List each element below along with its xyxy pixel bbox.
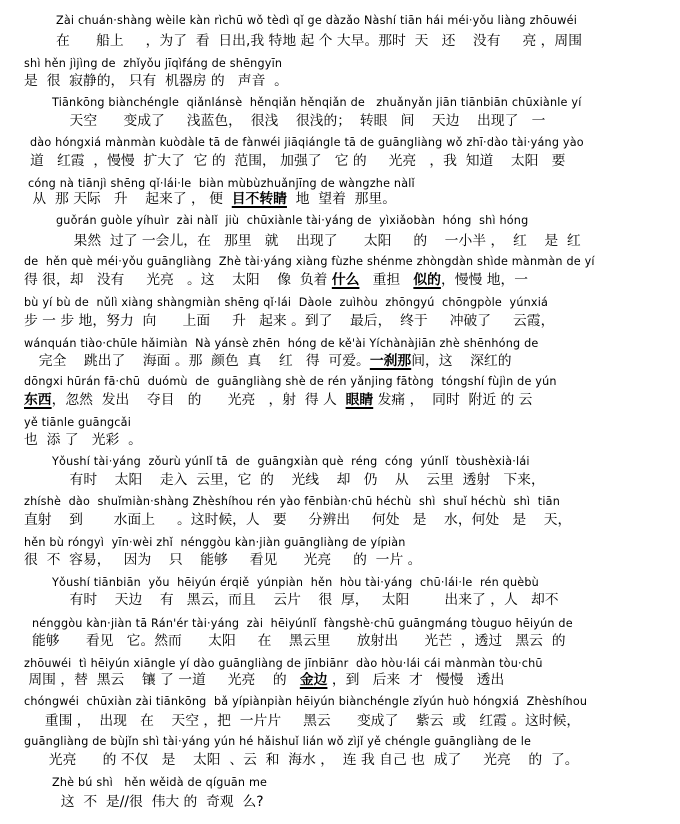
hanzi-line: [56, 32, 582, 50]
pinyin-line: hěn bù róngyì yīn·wèi zhǐ nénggòu kàn·jiàn guāngliàng de yípiàn: [24, 536, 406, 549]
hanzi-text: ，慢慢 地，一: [440, 272, 529, 288]
underlined-word: 东西: [24, 392, 52, 408]
hanzi-text: 重围 ， 出现 在 天空 ，把 一片片 黑云 变成了 紫云 或 红霞 。这时候，: [36, 713, 581, 729]
hanzi-line: [36, 712, 580, 730]
pinyin-line: Tiānkōng biànchéngle qiǎnlánsè hěnqiǎn hěnqiǎn de zhuǎnyǎn jiān tiānbiān chūxiànle yí: [52, 96, 582, 109]
hanzi-text: 这 不 是//很 伟大 的 奇观 么?: [52, 794, 264, 810]
underlined-word: 金边: [299, 672, 328, 688]
hanzi-text: 有时 太阳 走入 云里，它 的 光线 却 仍 从 云里 透射 下来，: [52, 472, 545, 488]
hanzi-text: 直射 到 水面上 。这时候，人 要 分辨出 何处 是 水，何处 是 天，: [24, 512, 572, 528]
hanzi-text: 从 那 天际 升 起来了 ， 便: [28, 191, 232, 207]
hanzi-line: [52, 793, 264, 811]
hanzi-text: ，忽然 发出 夺目 的 光亮 ，射 得 人: [51, 392, 346, 408]
hanzi-line: [52, 591, 559, 609]
pinyin-line: yě tiānle guāngcǎi: [24, 416, 132, 429]
hanzi-text: 发痛 ， 同时 附近 的 云: [373, 392, 533, 408]
hanzi-text: 光亮 的 不仅 是 太阳 、云 和 海水 ， 连 我 自己 也 成了 光亮 的 了。: [40, 752, 579, 768]
pinyin-line: chóngwéi chūxiàn zài tiānkōng bǎ yípiànpiàn hēiyún biànchéngle zǐyún huò hóngxiá Zhèshíhou: [24, 695, 588, 708]
pinyin-line: de hěn què méi·yǒu guāngliàng Zhè tài·yáng xiàng fùzhe shénme zhòngdàn shìde mànmàn de yí: [24, 255, 595, 268]
hanzi-text: 能够 看见 它。然而 太阳 在 黑云里 放射出 光芒 ，透过 黑云 的: [32, 633, 566, 649]
pinyin-line: Yǒushí tài·yáng zǒurù yúnlǐ tā de guāngxiàn què réng cóng yúnlǐ tòushèxià·lái: [52, 455, 530, 468]
hanzi-line: [30, 352, 512, 370]
pinyin-line: Zhè bú shì hěn wěidà de qíguān me: [52, 776, 268, 789]
hanzi-line: [24, 72, 288, 90]
hanzi-text: 地 望着 那里。: [286, 191, 397, 207]
hanzi-text: 是 很 寂静的， 只有 机器房 的 声音 。: [24, 73, 288, 89]
hanzi-text: 重担: [359, 272, 414, 288]
hanzi-text: 在 船上 ，为了 看 日出,我 特地 起 个 大早。那时 天 还 没有 亮 ，周围: [56, 33, 583, 49]
pinyin-line: shì hěn jìjìng de zhǐyǒu jīqìfáng de shēngyīn: [24, 57, 283, 70]
hanzi-line: [56, 232, 581, 250]
hanzi-line: [32, 632, 566, 650]
pinyin-line: nénggòu kàn·jiàn tā Rán'ér tài·yáng zài hēiyúnlǐ fàngshè·chū guāngmáng tòuguo hēiyún de: [32, 617, 573, 630]
pinyin-line: wánquán tiào·chūle hǎimiàn Nà yánsè zhēn hóng de kě'ài Yíchànàjiān zhè shēnhóng de: [24, 337, 539, 350]
hanzi-line: [24, 671, 504, 689]
hanzi-text: 很 不 容易， 因为 只 能够 看见 光亮 的 一片 。: [24, 552, 422, 568]
pinyin-line: guāngliàng de bùjǐn shì tài·yáng yún hé hǎishuǐ lián wǒ zìjǐ yě chéngle guāngliàng de le: [24, 735, 532, 748]
pinyin-line: Yǒushí tiānbiān yǒu hēiyún érqiě yúnpiàn hěn hòu tài·yáng chū·lái·le rén quèbù: [52, 576, 539, 589]
hanzi-text: 有时 天边 有 黑云，而且 云片 很 厚， 太阳 出来了 ，人 却不: [52, 592, 559, 608]
hanzi-text: 步 一 步 地，努力 向 上面 升 起来 。到了 最后， 终于 冲破了 云霞，: [24, 313, 555, 329]
pinyin-line: dào hóngxiá mànmàn kuòdàle tā de fànwéi jiāqiángle tā de guāngliàng wǒ zhī·dào tài·yáng yào: [30, 136, 584, 149]
hanzi-line: [30, 152, 565, 170]
underlined-word: 眼睛: [345, 392, 374, 408]
hanzi-text: ，到 后来 才 慢慢 透出: [327, 672, 505, 688]
hanzi-text: 天空 变成了 浅蓝色， 很浅 很浅的； 转眼 间 天边 出现了 一: [52, 113, 546, 129]
hanzi-line: [24, 551, 421, 569]
pinyin-line: guǒrán guòle yíhuìr zài nàlǐ jiù chūxiànle tài·yáng de yìxiǎobàn hóng shì hóng: [56, 214, 529, 227]
pinyin-line: zhōuwéi tì hēiyún xiāngle yí dào guāngliàng de jīnbiānr dào hòu·lái cái mànmàn tòu·chū: [24, 657, 543, 670]
underlined-word: 目不转睛: [231, 191, 287, 207]
underlined-word: 似的: [413, 272, 441, 288]
hanzi-line: [52, 112, 545, 130]
pinyin-line: cóng nà tiānjì shēng qǐ·lái·le biàn mùbùzhuǎnjīng de wàngzhe nàlǐ: [28, 177, 415, 190]
hanzi-line: [40, 751, 579, 769]
hanzi-text: 道 红霞 ，慢慢 扩大了 它 的 范围， 加强了 它 的 光亮 ，我 知道 太阳 要: [30, 153, 566, 169]
pinyin-line: Zài chuán·shàng wèile kàn rìchū wǒ tèdì qǐ ge dàzǎo Nàshí tiān hái méi·yǒu liàng zhōuwéi: [56, 14, 578, 27]
hanzi-line: [24, 431, 142, 449]
pinyin-line: dōngxi hūrán fā·chū duómù de guāngliàng shè de rén yǎnjing fātòng tóngshí fùjìn de yún: [24, 375, 557, 388]
pinyin-line: bù yí bù de nǔlì xiàng shàngmiàn shēng qǐ·lái Dàole zuìhòu zhōngyú chōngpòle yúnxiá: [24, 296, 549, 309]
hanzi-line: [24, 511, 571, 529]
underlined-word: 什么: [331, 272, 360, 288]
underlined-word: 一刹那: [369, 353, 412, 369]
pinyin-line: zhíshè dào shuǐmiàn·shàng Zhèshíhou rén yào fēnbiàn·chū héchù shì shuǐ héchù shì tiān: [24, 495, 560, 508]
hanzi-text: 也 添 了 光彩 。: [24, 432, 142, 448]
hanzi-line: [24, 271, 528, 289]
hanzi-line: [24, 312, 554, 330]
hanzi-line: [28, 190, 396, 208]
hanzi-text: 得 很，却 没有 光亮 。这 太阳 像 负着: [24, 272, 332, 288]
hanzi-text: 果然 过了 一会儿，在 那里 就 出现了 太阳 的 一小半 ， 红 是 红: [56, 233, 581, 249]
hanzi-line: [52, 471, 545, 489]
hanzi-line: [24, 391, 532, 409]
hanzi-text: 完全 跳出了 海面 。那 颜色 真 红 得 可爱。: [30, 353, 370, 369]
hanzi-text: 周围 ，替 黑云 镶 了 一道 光亮 的: [24, 672, 300, 688]
hanzi-text: 间，这 深红的: [411, 353, 512, 369]
